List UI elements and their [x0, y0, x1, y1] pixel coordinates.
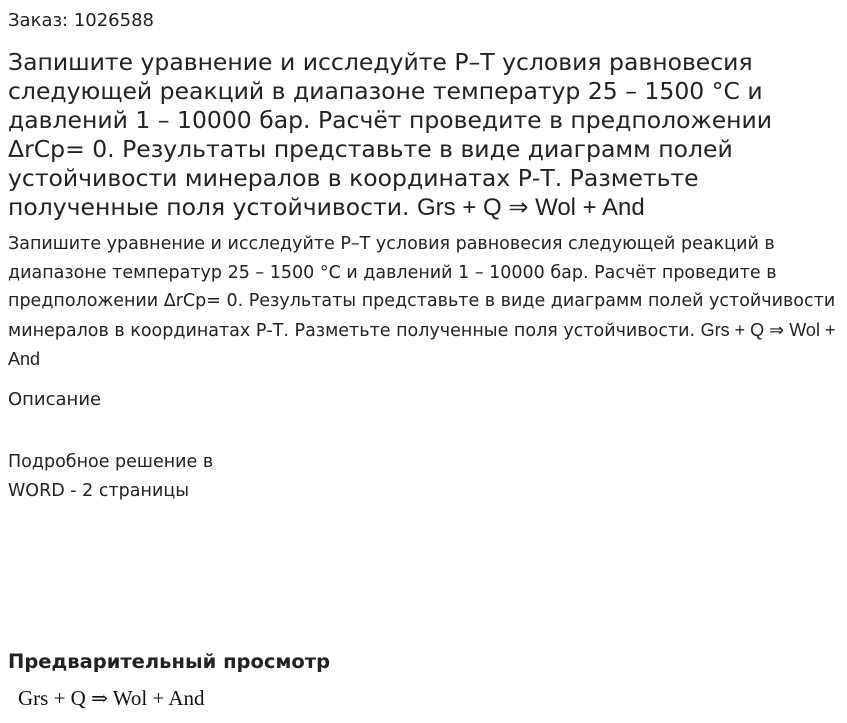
preview-arrow: ⇒ — [91, 686, 108, 710]
order-number: Заказ: 1026588 — [8, 10, 154, 31]
task-description — [8, 230, 838, 375]
page-title — [8, 48, 833, 222]
preview-reactants: Grs + Q — [18, 686, 86, 710]
title-text: Запишите уравнение и исследуйте Р–Т условия равновесия следующей реакций в диапазоне температур 25 – 1500 °С и давлений 1 – 10000 бар. Расчёт проведите в предположении ΔrCp= 0. Результаты представьте в виде диаграмм полей устойчивости минералов в координатах Р-Т. Разметьте полученные поля устойчивости. — [8, 48, 773, 221]
solution-info — [8, 448, 268, 506]
solution-info-line-1: Подробное решение в — [8, 452, 214, 472]
title-formula: Grs + Q ⇒ Wol + And — [416, 194, 645, 221]
preview-heading: Предварительный просмотр — [8, 650, 331, 673]
solution-info-line-2: WORD - 2 страницы — [8, 481, 190, 501]
description-section-label: Описание — [8, 389, 102, 410]
preview-image — [18, 682, 205, 714]
preview-products: Wol + And — [112, 686, 205, 710]
description-formula: Grs + Q ⇒ Wol + And — [8, 319, 836, 369]
description-text: Запишите уравнение и исследуйте Р–Т условия равновесия следующей реакций в диапазоне температур 25 – 1500 °С и давлений 1 – 10000 бар. Расчёт проведите в предположении ΔrCp= 0. Результаты представьте в виде диаграмм полей устойчивости минералов в координатах Р-Т. Разметьте полученные поля устойчивости. — [8, 234, 836, 341]
